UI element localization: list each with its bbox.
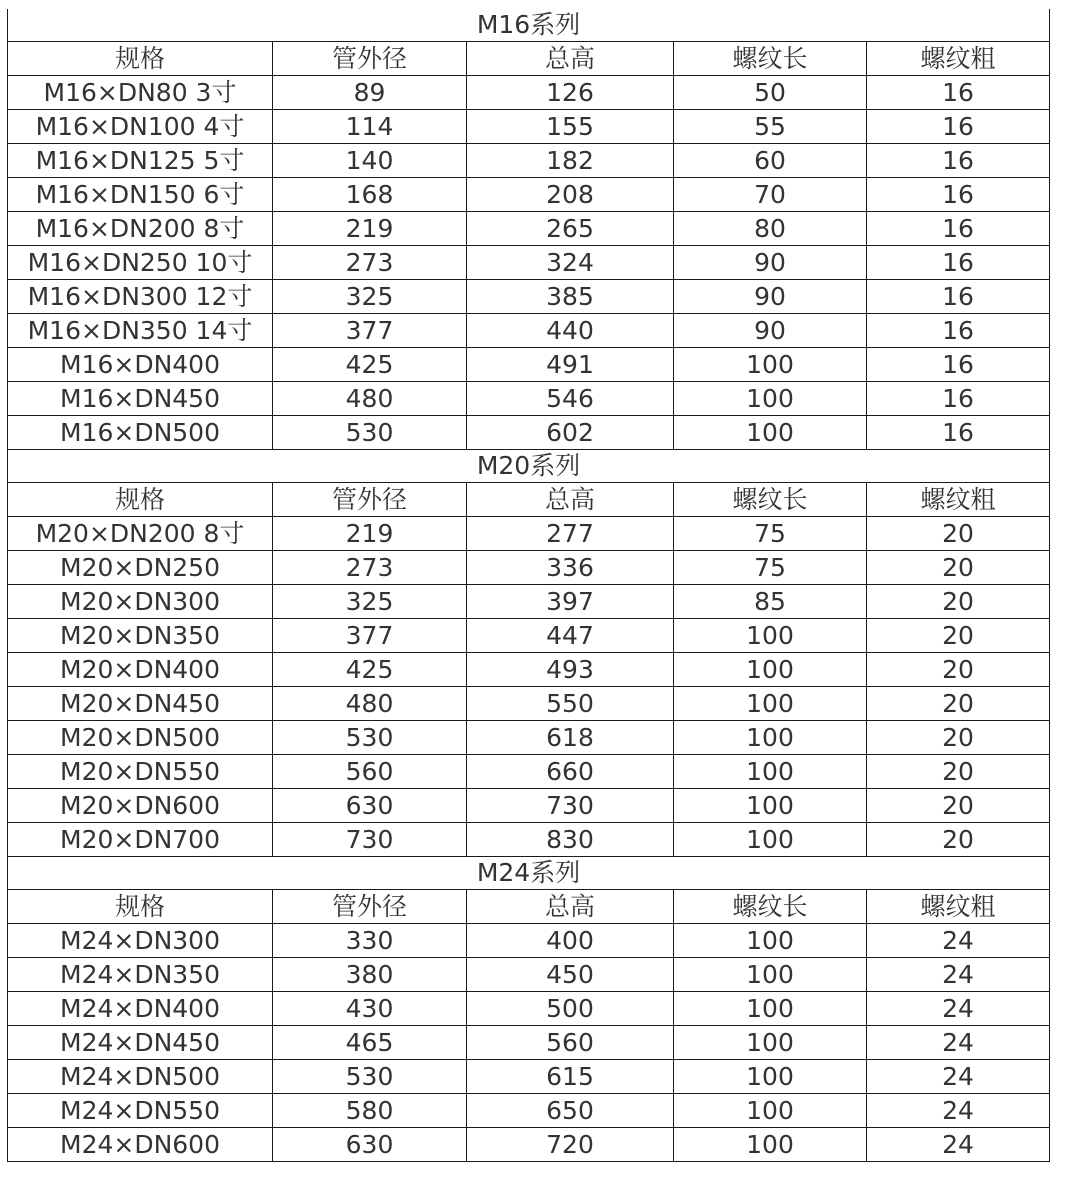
table-cell: 219 [273,212,467,246]
table-cell: 480 [273,382,467,416]
table-row [8,280,1050,314]
table-row [8,551,1050,585]
table-cell: 277 [467,517,674,551]
table-cell: 24 [867,1094,1050,1128]
table-row [8,178,1050,212]
table-cell: 385 [467,280,674,314]
table-cell: 24 [867,1060,1050,1094]
table-cell: 325 [273,280,467,314]
table-row [8,76,1050,110]
table-cell: M16×DN80 3寸 [8,76,273,110]
table-cell: 397 [467,585,674,619]
table-cell: M20×DN500 [8,721,273,755]
table-cell: M20×DN600 [8,789,273,823]
table-row [8,382,1050,416]
table-cell: 20 [867,619,1050,653]
table-cell: 100 [674,348,867,382]
table-row [8,755,1050,789]
table-header-row [8,483,1050,517]
table-cell: 273 [273,246,467,280]
table-cell: 208 [467,178,674,212]
table-cell: 480 [273,687,467,721]
table-cell: 602 [467,416,674,450]
table-body [8,9,1050,1162]
column-header: 总高 [467,42,674,76]
table-cell: 730 [467,789,674,823]
table-cell: 530 [273,1060,467,1094]
table-row [8,1094,1050,1128]
table-cell: M16×DN100 4寸 [8,110,273,144]
table-cell: M16×DN450 [8,382,273,416]
table-cell: 20 [867,653,1050,687]
table-row [8,246,1050,280]
table-cell: 24 [867,1128,1050,1162]
section-title: M24系列 [8,857,1050,890]
table-row [8,789,1050,823]
table-cell: M16×DN250 10寸 [8,246,273,280]
table-cell: M20×DN200 8寸 [8,517,273,551]
table-cell: 336 [467,551,674,585]
table-cell: 380 [273,958,467,992]
table-cell: M16×DN150 6寸 [8,178,273,212]
column-header: 总高 [467,890,674,924]
column-header: 管外径 [273,483,467,517]
table-cell: M16×DN300 12寸 [8,280,273,314]
column-header: 螺纹长 [674,483,867,517]
table-header-row [8,890,1050,924]
table-cell: 60 [674,144,867,178]
column-header: 规格 [8,890,273,924]
table-cell: 450 [467,958,674,992]
table-cell: 90 [674,280,867,314]
column-header: 螺纹粗 [867,890,1050,924]
table-cell: 100 [674,721,867,755]
table-cell: M20×DN550 [8,755,273,789]
table-cell: 440 [467,314,674,348]
table-cell: M16×DN125 5寸 [8,144,273,178]
table-cell: M24×DN300 [8,924,273,958]
table-row [8,1026,1050,1060]
table-cell: 155 [467,110,674,144]
table-cell: 447 [467,619,674,653]
table-cell: 560 [467,1026,674,1060]
table-cell: 20 [867,721,1050,755]
table-cell: 50 [674,76,867,110]
column-header: 螺纹粗 [867,483,1050,517]
table-cell: 100 [674,924,867,958]
table-cell: 20 [867,823,1050,857]
table-cell: 465 [273,1026,467,1060]
table-cell: 615 [467,1060,674,1094]
table-cell: 16 [867,382,1050,416]
table-cell: M24×DN500 [8,1060,273,1094]
table-cell: 100 [674,416,867,450]
table-cell: 100 [674,1060,867,1094]
table-cell: 720 [467,1128,674,1162]
table-cell: 630 [273,789,467,823]
table-cell: 140 [273,144,467,178]
column-header: 规格 [8,42,273,76]
table-cell: 550 [467,687,674,721]
table-cell: 660 [467,755,674,789]
table-row [8,653,1050,687]
section-title: M20系列 [8,450,1050,483]
table-cell: 430 [273,992,467,1026]
table-cell: M20×DN450 [8,687,273,721]
table-cell: 55 [674,110,867,144]
section-title-row [8,857,1050,890]
table-cell: 546 [467,382,674,416]
table-cell: M24×DN450 [8,1026,273,1060]
table-row [8,687,1050,721]
table-cell: 16 [867,212,1050,246]
table-cell: 730 [273,823,467,857]
table-row [8,585,1050,619]
table-cell: 20 [867,551,1050,585]
table-cell: 20 [867,585,1050,619]
table-cell: 830 [467,823,674,857]
table-cell: 90 [674,246,867,280]
table-row [8,958,1050,992]
table-cell: M20×DN350 [8,619,273,653]
table-cell: 560 [273,755,467,789]
column-header: 螺纹长 [674,42,867,76]
table-cell: 89 [273,76,467,110]
table-row [8,348,1050,382]
table-cell: 75 [674,517,867,551]
table-cell: 16 [867,76,1050,110]
table-cell: 168 [273,178,467,212]
table-cell: 16 [867,144,1050,178]
table-row [8,823,1050,857]
table-cell: 100 [674,1094,867,1128]
column-header: 规格 [8,483,273,517]
table-cell: 20 [867,755,1050,789]
table-cell: M24×DN550 [8,1094,273,1128]
table-cell: 70 [674,178,867,212]
table-cell: 20 [867,687,1050,721]
table-cell: 90 [674,314,867,348]
table-row [8,1128,1050,1162]
table-cell: 16 [867,416,1050,450]
table-row [8,144,1050,178]
table-cell: 24 [867,992,1050,1026]
table-cell: 100 [674,687,867,721]
table-cell: 377 [273,314,467,348]
table-cell: 324 [467,246,674,280]
table-cell: M16×DN200 8寸 [8,212,273,246]
table-cell: 265 [467,212,674,246]
column-header: 管外径 [273,890,467,924]
table-row [8,721,1050,755]
table-cell: M20×DN300 [8,585,273,619]
table-row [8,110,1050,144]
table-cell: 273 [273,551,467,585]
table-row [8,992,1050,1026]
table-header-row [8,42,1050,76]
table-cell: 325 [273,585,467,619]
table-cell: 100 [674,823,867,857]
table-cell: M24×DN400 [8,992,273,1026]
table-cell: 400 [467,924,674,958]
table-cell: 618 [467,721,674,755]
table-cell: 377 [273,619,467,653]
table-cell: 126 [467,76,674,110]
table-cell: 100 [674,755,867,789]
table-cell: 580 [273,1094,467,1128]
table-row [8,1060,1050,1094]
column-header: 螺纹长 [674,890,867,924]
table-cell: M20×DN250 [8,551,273,585]
spec-table [7,9,1050,1162]
table-row [8,619,1050,653]
table-cell: 16 [867,348,1050,382]
table-cell: 500 [467,992,674,1026]
table-cell: 182 [467,144,674,178]
table-cell: M24×DN600 [8,1128,273,1162]
table-cell: 493 [467,653,674,687]
table-cell: 100 [674,653,867,687]
table-cell: 20 [867,517,1050,551]
table-row [8,924,1050,958]
table-cell: 20 [867,789,1050,823]
table-cell: 491 [467,348,674,382]
table-cell: M20×DN700 [8,823,273,857]
table-cell: 24 [867,958,1050,992]
table-cell: 219 [273,517,467,551]
table-cell: 100 [674,958,867,992]
table-cell: 530 [273,721,467,755]
table-cell: 630 [273,1128,467,1162]
table-cell: M16×DN350 14寸 [8,314,273,348]
table-cell: 80 [674,212,867,246]
column-header: 管外径 [273,42,467,76]
table-cell: M20×DN400 [8,653,273,687]
table-cell: 16 [867,178,1050,212]
table-cell: 330 [273,924,467,958]
column-header: 总高 [467,483,674,517]
table-cell: 16 [867,314,1050,348]
section-title: M16系列 [8,9,1050,42]
table-cell: 650 [467,1094,674,1128]
table-cell: 100 [674,789,867,823]
table-cell: 100 [674,382,867,416]
table-cell: 114 [273,110,467,144]
table-cell: 425 [273,653,467,687]
table-cell: 16 [867,280,1050,314]
table-cell: 24 [867,924,1050,958]
table-cell: M24×DN350 [8,958,273,992]
table-cell: 100 [674,992,867,1026]
table-row [8,517,1050,551]
table-cell: 24 [867,1026,1050,1060]
table-cell: 85 [674,585,867,619]
table-cell: 100 [674,1026,867,1060]
column-header: 螺纹粗 [867,42,1050,76]
section-title-row [8,9,1050,42]
table-cell: 100 [674,1128,867,1162]
table-row [8,212,1050,246]
table-row [8,314,1050,348]
table-cell: 16 [867,110,1050,144]
table-cell: 100 [674,619,867,653]
table-cell: M16×DN500 [8,416,273,450]
table-cell: 530 [273,416,467,450]
table-cell: 425 [273,348,467,382]
table-row [8,416,1050,450]
table-cell: 75 [674,551,867,585]
table-cell: M16×DN400 [8,348,273,382]
section-title-row [8,450,1050,483]
table-cell: 16 [867,246,1050,280]
